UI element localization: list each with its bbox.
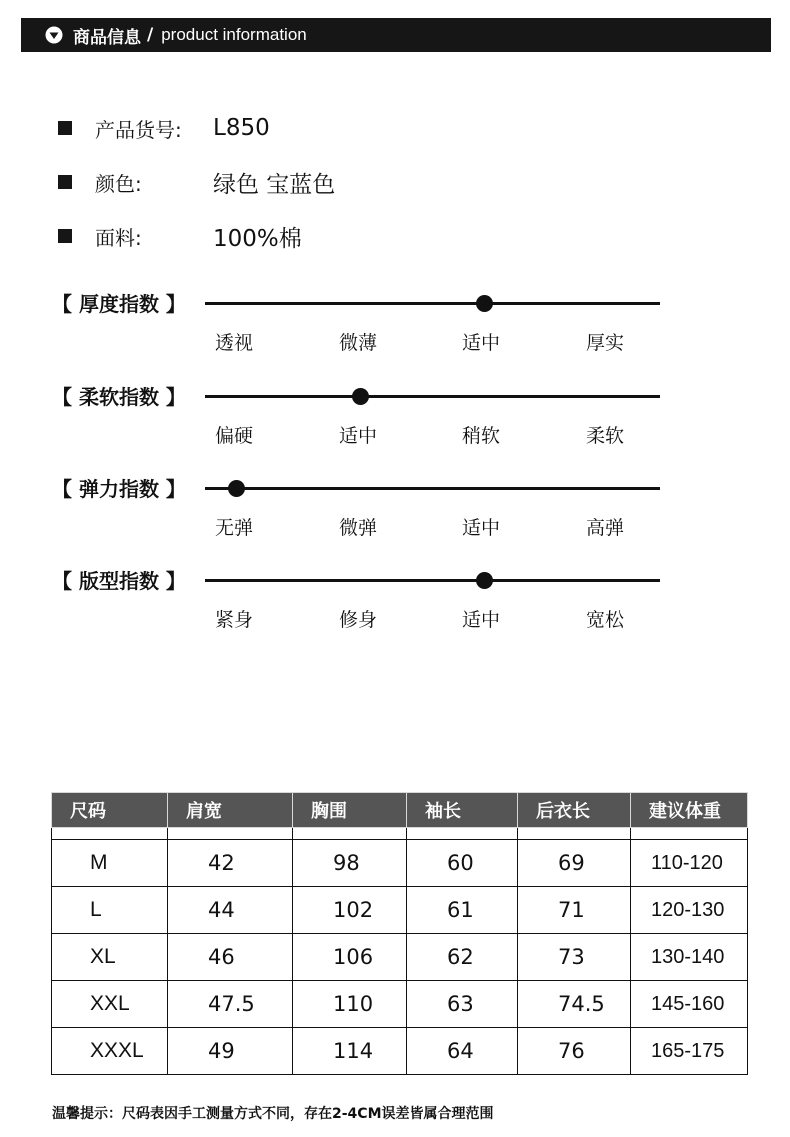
- size-table: [51, 792, 748, 1075]
- table-row: [52, 1028, 748, 1075]
- index-track: [205, 302, 660, 305]
- table-cell: 60: [407, 840, 518, 887]
- index-option: 柔软: [586, 425, 625, 447]
- table-cell: 102: [293, 887, 407, 934]
- header-separator: /: [147, 25, 154, 45]
- table-cell: 61: [407, 887, 518, 934]
- info-row-item-number: [58, 113, 270, 143]
- info-label: 面料:: [95, 225, 142, 250]
- section-header: [21, 18, 771, 52]
- index-option: 宽松: [586, 609, 625, 631]
- table-cell: 120-130: [631, 887, 748, 934]
- index-label: 【 版型指数 】: [52, 569, 186, 593]
- size-table-spacer: [52, 828, 748, 840]
- table-cell: L: [52, 887, 168, 934]
- table-cell: 64: [407, 1028, 518, 1075]
- table-cell: 73: [518, 934, 631, 981]
- table-cell: 114: [293, 1028, 407, 1075]
- index-option: 适中: [339, 425, 378, 447]
- index-fit: [0, 565, 790, 635]
- table-cell: 44: [168, 887, 293, 934]
- index-option: 修身: [339, 609, 378, 631]
- info-value: 100%棉: [213, 225, 302, 252]
- table-cell: 46: [168, 934, 293, 981]
- table-cell: 106: [293, 934, 407, 981]
- table-row: [52, 887, 748, 934]
- table-row: [52, 934, 748, 981]
- table-cell: 110-120: [631, 840, 748, 887]
- index-marker: [476, 295, 493, 312]
- table-cell: 49: [168, 1028, 293, 1075]
- index-track: [205, 487, 660, 490]
- index-label: 【 弹力指数 】: [52, 477, 186, 501]
- index-elasticity: [0, 473, 790, 543]
- index-option: 无弹: [215, 517, 254, 539]
- table-cell: 62: [407, 934, 518, 981]
- index-track: [205, 579, 660, 582]
- square-bullet-icon: [58, 121, 72, 135]
- table-cell: 76: [518, 1028, 631, 1075]
- heart-shield-icon: [45, 26, 63, 44]
- index-option: 透视: [215, 332, 254, 354]
- info-value: L850: [213, 115, 270, 141]
- index-option: 适中: [462, 609, 501, 631]
- table-cell: 69: [518, 840, 631, 887]
- size-table-header-cell: 建议体重: [631, 793, 748, 828]
- table-cell: 110: [293, 981, 407, 1028]
- header-title-cn: 商品信息: [73, 27, 141, 48]
- size-table-header: [52, 793, 748, 828]
- table-cell: XXXL: [52, 1028, 168, 1075]
- size-table-header-cell: 肩宽: [168, 793, 293, 828]
- index-label: 【 柔软指数 】: [52, 385, 186, 409]
- table-cell: M: [52, 840, 168, 887]
- footnote: 温馨提示：尺码表因手工测量方式不同，存在2-4CM误差皆属合理范围: [52, 1106, 494, 1122]
- index-label: 【 厚度指数 】: [52, 292, 186, 316]
- table-cell: 74.5: [518, 981, 631, 1028]
- size-table-header-cell: 尺码: [52, 793, 168, 828]
- size-table-header-cell: 后衣长: [518, 793, 631, 828]
- table-cell: XL: [52, 934, 168, 981]
- table-row: [52, 981, 748, 1028]
- table-cell: 42: [168, 840, 293, 887]
- index-track: [205, 395, 660, 398]
- table-cell: 130-140: [631, 934, 748, 981]
- square-bullet-icon: [58, 229, 72, 243]
- index-option: 厚实: [586, 332, 625, 354]
- index-softness: [0, 381, 790, 451]
- table-cell: 145-160: [631, 981, 748, 1028]
- table-cell: 63: [407, 981, 518, 1028]
- table-row: [52, 840, 748, 887]
- index-option: 适中: [462, 517, 501, 539]
- header-title-en: product information: [161, 25, 307, 44]
- table-cell: 47.5: [168, 981, 293, 1028]
- index-marker: [352, 388, 369, 405]
- size-table-header-cell: 胸围: [293, 793, 407, 828]
- index-marker: [228, 480, 245, 497]
- square-bullet-icon: [58, 175, 72, 189]
- info-row-fabric: [58, 221, 302, 252]
- index-option: 微薄: [339, 332, 378, 354]
- size-table-header-cell: 袖长: [407, 793, 518, 828]
- info-value: 绿色 宝蓝色: [213, 171, 336, 198]
- table-cell: 165-175: [631, 1028, 748, 1075]
- info-label: 产品货号:: [95, 117, 182, 142]
- info-label: 颜色:: [95, 171, 142, 196]
- index-option: 稍软: [462, 425, 501, 447]
- table-cell: XXL: [52, 981, 168, 1028]
- index-option: 紧身: [215, 609, 254, 631]
- table-cell: 98: [293, 840, 407, 887]
- index-thickness: [0, 288, 790, 358]
- index-option: 适中: [462, 332, 501, 354]
- index-option: 偏硬: [215, 425, 254, 447]
- index-option: 高弹: [586, 517, 625, 539]
- index-marker: [476, 572, 493, 589]
- info-row-color: [58, 167, 336, 198]
- table-cell: 71: [518, 887, 631, 934]
- index-option: 微弹: [339, 517, 378, 539]
